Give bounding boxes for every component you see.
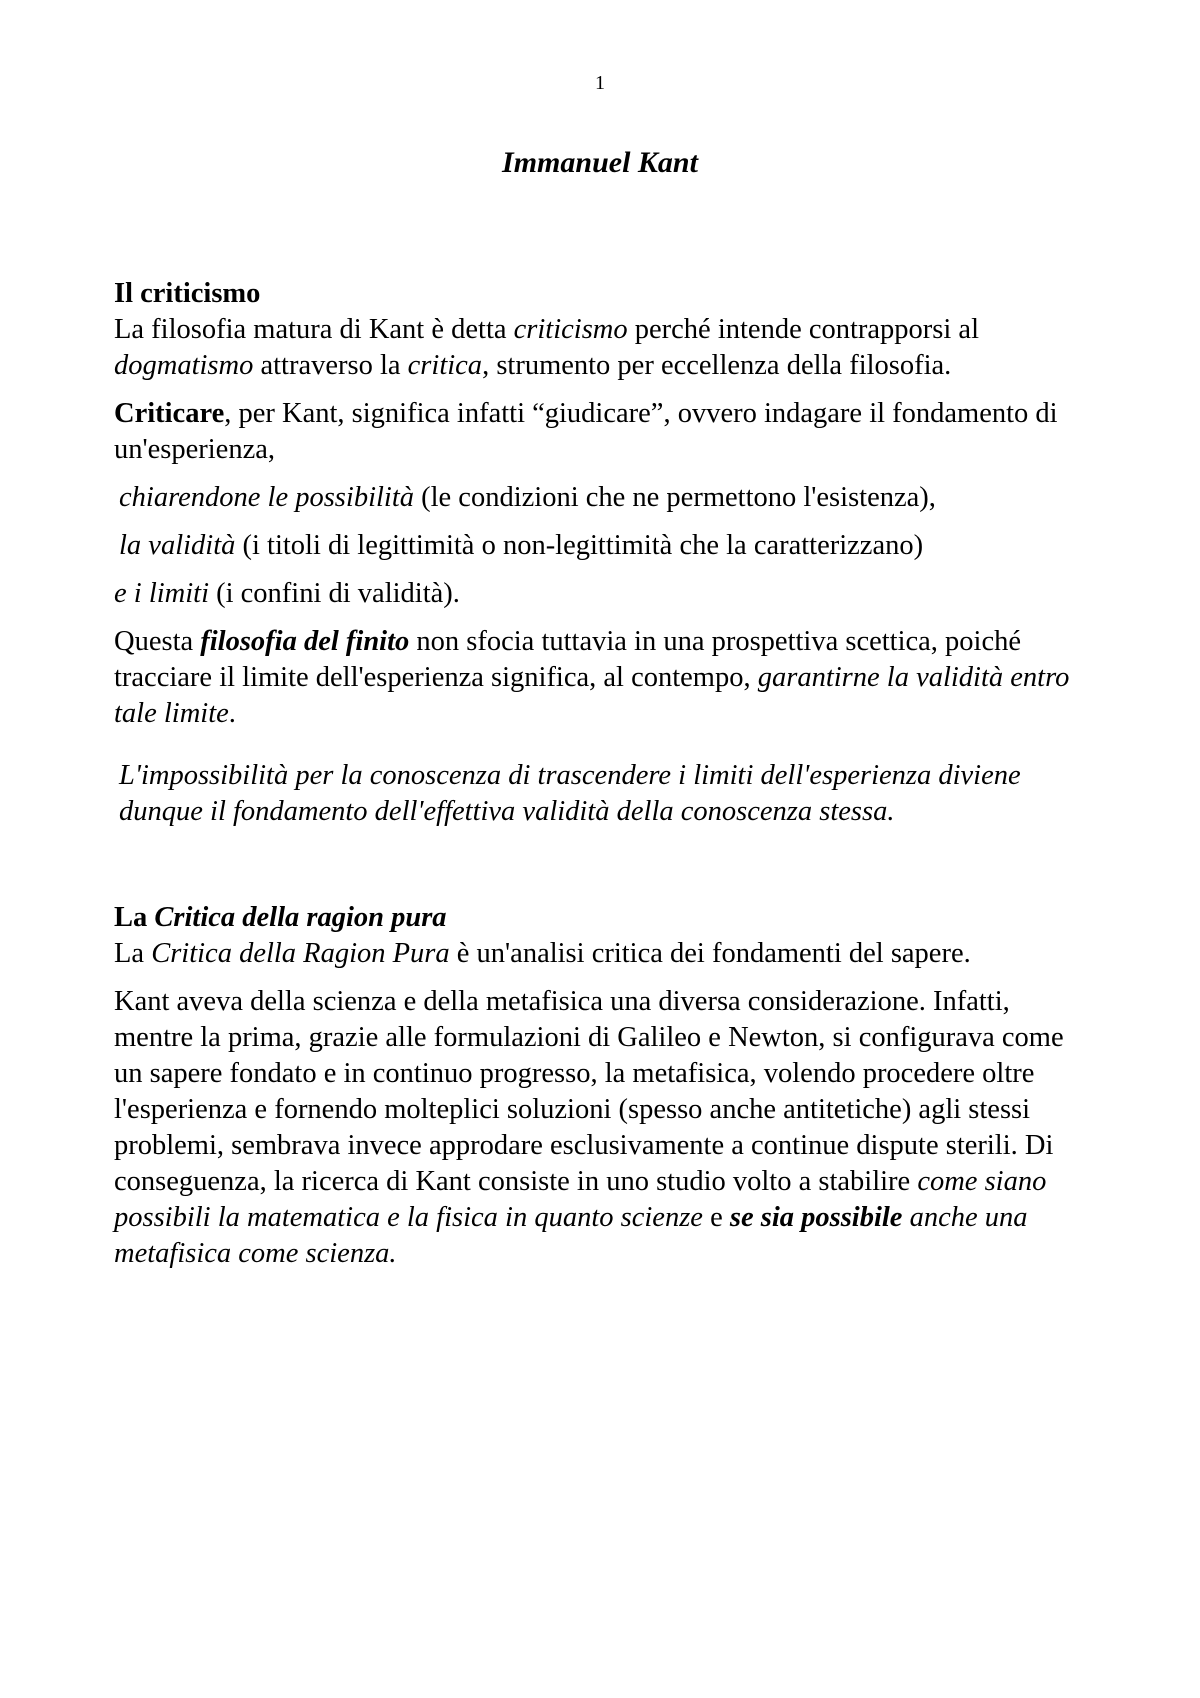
paragraph xyxy=(114,480,1094,516)
text-run: , strumento per eccellenza della filosofia. xyxy=(482,350,952,381)
italic-term: critica xyxy=(407,350,483,381)
paragraph xyxy=(114,758,1094,830)
text-run: non sfocia tuttavia in una prospettiva scettica, poiché tracciare il limite dell'esperienza significa, al contempo, xyxy=(114,626,1022,693)
text-run: (i confini di validità). xyxy=(209,578,460,609)
italic-term: anche una metafisica come scienza. xyxy=(114,1202,1028,1269)
italic-term: Critica della Ragion Pura xyxy=(151,938,450,969)
text-run: attraverso la xyxy=(253,350,408,381)
text-run: La filosofia matura di Kant è detta xyxy=(114,314,514,345)
italic-term: dogmatismo xyxy=(114,350,254,381)
paragraph xyxy=(114,312,1094,384)
italic-term: criticismo xyxy=(513,314,628,345)
text-run: è un'analisi critica dei fondamenti del sapere. xyxy=(449,938,971,969)
paragraph xyxy=(114,624,1094,732)
paragraph xyxy=(114,936,1094,972)
page-number: 1 xyxy=(595,72,605,94)
paragraph xyxy=(114,528,1094,564)
text-run: La xyxy=(114,938,152,969)
italic-term: chiarendone le possibilità xyxy=(119,482,414,513)
text-run: . xyxy=(228,698,236,729)
text-run: e xyxy=(702,1202,730,1233)
text-run: Kant aveva della scienza e della metafisica una diversa considerazione. Infatti, mentre la prima, grazie alle formulazioni di Galileo e Newton, si configurava come un sapere fondato e in continuo progresso, la metafisica, volendo procedere oltre l'esperienza e fornendo molteplici soluzioni (spesso anche antitetiche) agli stessi problemi, sembrava invece approdare esclusivamente a continue dispute sterili. Di conseguenza, la ricerca di Kant consiste in uno studio volto a stabilire xyxy=(114,986,1064,1197)
heading-italic-text: Critica della ragion pura xyxy=(154,902,447,933)
bold-italic-term: filosofia del finito xyxy=(200,626,410,657)
italic-term: come siano possibili la matematica e la fisica in quanto scienze xyxy=(114,1166,1047,1233)
text-run: (i titoli di legittimità o non-legittimità che la caratterizzano) xyxy=(235,530,924,561)
italic-term: e i limiti xyxy=(114,578,209,609)
paragraph xyxy=(114,576,1094,612)
text-run: (le condizioni che ne permettono l'esistenza), xyxy=(414,482,936,513)
bold-term: Criticare xyxy=(114,398,225,429)
text-run: perché intende contrapporsi al xyxy=(627,314,979,345)
italic-paragraph: L'impossibilità per la conoscenza di trascendere i limiti dell'esperienza diviene dunque il fondamento dell'effettiva validità della conoscenza stessa. xyxy=(119,760,1021,827)
paragraph xyxy=(114,984,1094,1272)
page-title: Immanuel Kant xyxy=(502,146,698,179)
italic-term: garantirne la validità entro tale limite xyxy=(114,662,1070,729)
bold-italic-term: se sia possibile xyxy=(729,1202,903,1233)
paragraph xyxy=(114,396,1094,468)
italic-term: la validità xyxy=(119,530,236,561)
section-heading-criticismo: Il criticismo xyxy=(114,278,261,309)
heading-text: La xyxy=(114,902,155,933)
text-run: , per Kant, significa infatti “giudicare”, ovvero indagare il fondamento di un'esperienza, xyxy=(114,398,1058,465)
document-body xyxy=(114,276,1094,1272)
text-run: Questa xyxy=(114,626,201,657)
section-heading-critica xyxy=(114,900,1094,936)
